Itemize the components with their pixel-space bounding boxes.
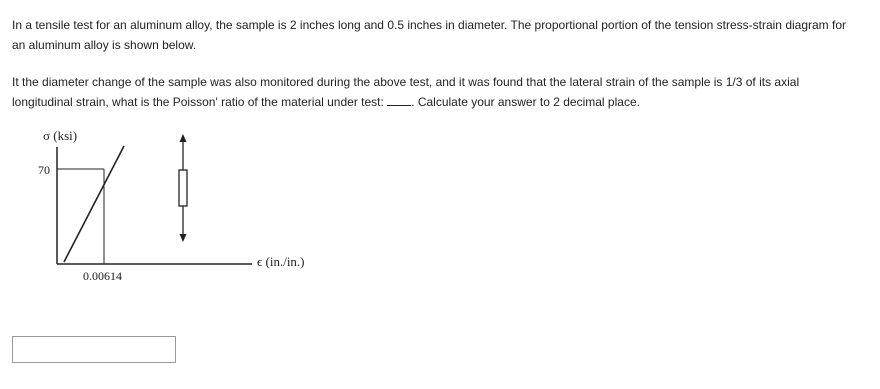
question-text-before-blank: It the diameter change of the sample was also monitored during the above test, and it was found that the lateral strain of the sample is 1/3 of its axial longitudinal strain, what is the Poisson' ratio of the material under test: — [12, 75, 800, 109]
question-text-after-blank: . Calculate your answer to 2 decimal place. — [411, 95, 640, 109]
specimen-icon — [179, 134, 187, 242]
x-tick-label-strain: 0.00614 — [83, 269, 122, 283]
y-axis-label: σ (ksi) — [43, 128, 78, 143]
y-tick-label-70: 70 — [38, 163, 50, 177]
stress-strain-line — [64, 146, 124, 262]
question-paragraph-1: In a tensile test for an aluminum alloy, the sample is 2 inches long and 0.5 inches in diameter. The proportional portion of the tension stress-strain diagram for an aluminum alloy is shown below. — [12, 18, 847, 52]
answer-input[interactable] — [12, 336, 176, 363]
x-axis-label: ϵ (in./in.) — [257, 254, 305, 269]
